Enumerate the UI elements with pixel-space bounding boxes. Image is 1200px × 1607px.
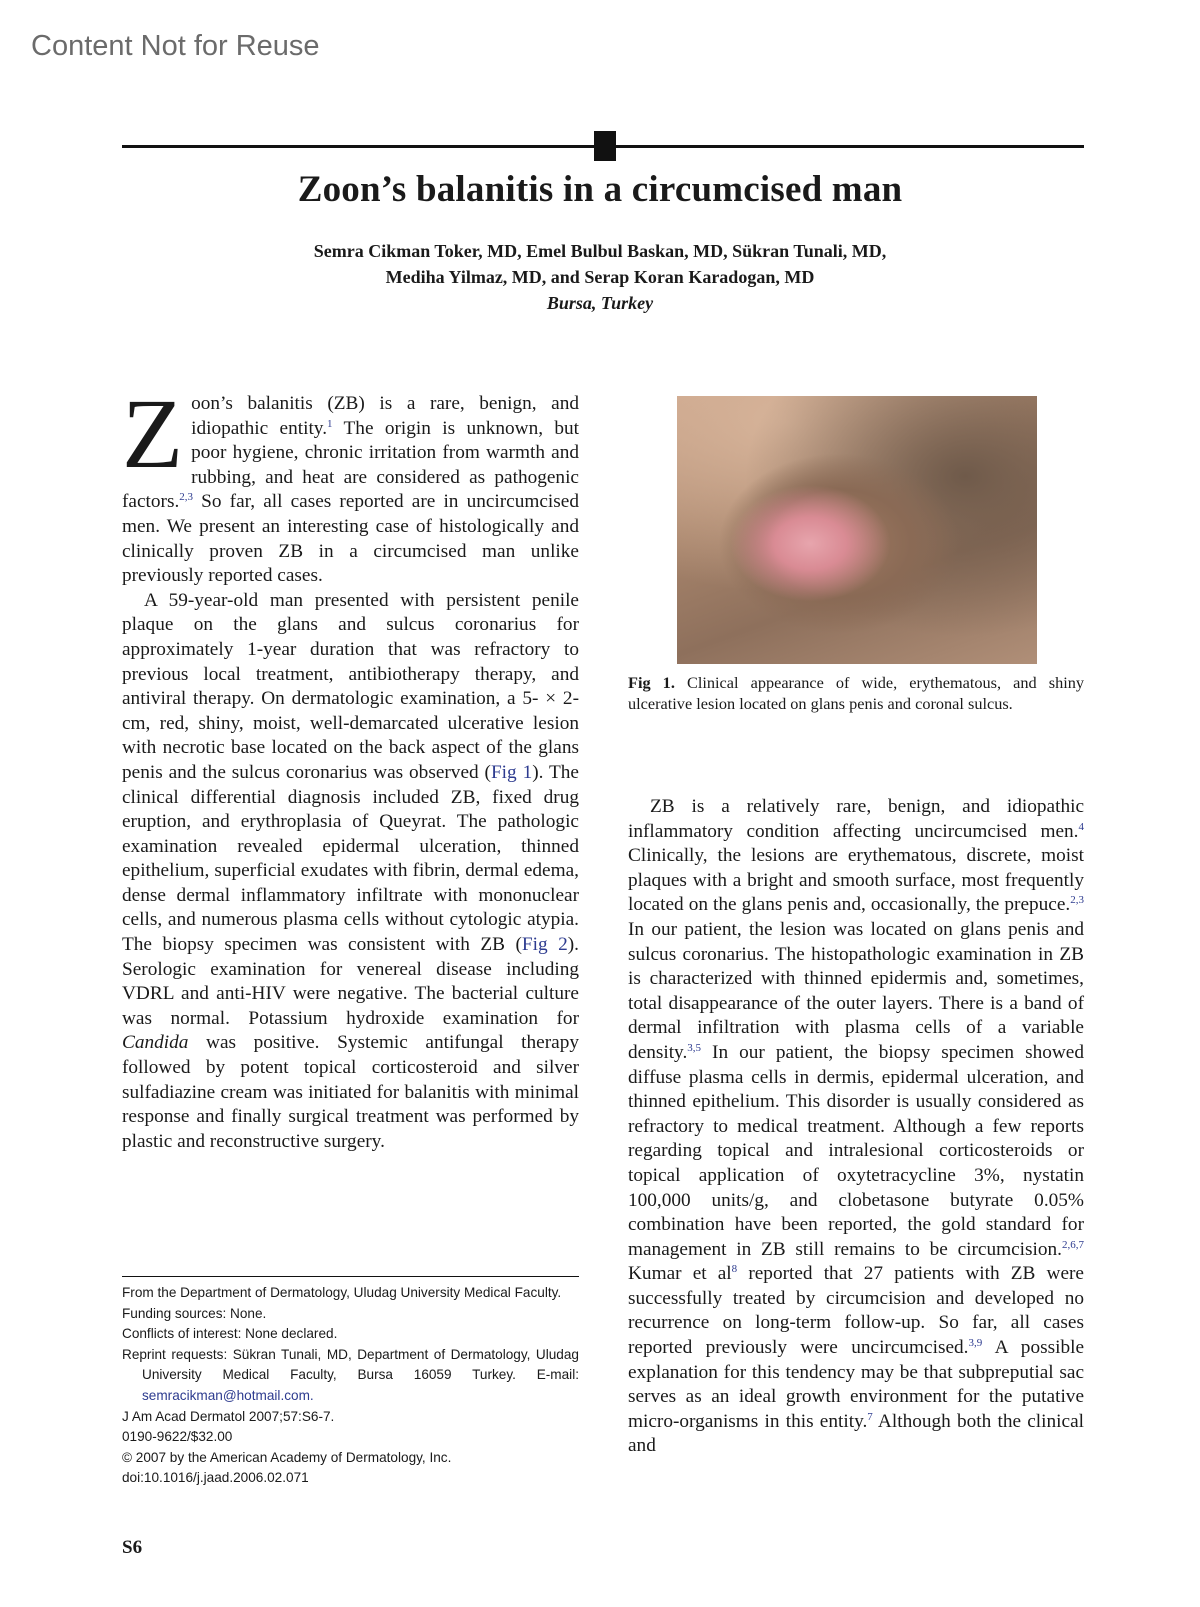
text-run: was positive. Systemic antifungal therapy followed by potent topical corticosteroid and silver sulfadiazine cream was initiated for balanitis with minimal response and finally surgical treatment was performed by plastic and reconstructive surgery.	[122, 1032, 579, 1152]
drop-cap: Z	[122, 378, 184, 489]
footnote-doi[interactable]: doi:10.1016/j.jaad.2006.02.071	[122, 1470, 309, 1486]
text-run: In our patient, the biopsy specimen showed diffuse plasma cells in dermis, epidermal ulceration, and thinned epithelium. This disorder is usually considered as refractory to medical treatment. Although a few reports regarding topical and intralesional corticosteroids or topical application of oxytetracycline 3%, nystatin 100,000 units/g, and clobetasone butyrate 0.05% combination have been reported, the gold standard for management in ZB still remains to be circumcision.	[628, 1041, 1084, 1260]
citation-ref[interactable]: 2,6,7	[1062, 1238, 1084, 1251]
footnote-rule	[122, 1276, 579, 1277]
footnote-conflicts: Conflicts of interest: None declared.	[122, 1326, 338, 1342]
left-column	[122, 378, 580, 1154]
text-run: So far, all cases reported are in uncircumcised men. We present an interesting case of histologically and clinically proven ZB in a circumcised man unlike previously reported cases.	[122, 491, 579, 587]
article-title: Zoon’s balanitis in a circumcised man	[297, 169, 903, 210]
authors-line-1: Semra Cikman Toker, MD, Emel Bulbul Baskan, MD, Sükran Tunali, MD,	[313, 241, 887, 261]
text-run: ). The clinical differential diagnosis included ZB, fixed drug eruption, and erythroplasia of Queyrat. The pathologic examination revealed epidermal ulceration, thinned epithelium, superficial exudates with fibrin, dermal edema, dense dermal inflammatory infiltrate with mononuclear cells, and numerous plasma cells without cytologic atypia. The biopsy specimen was consistent with ZB (	[122, 761, 579, 956]
text-run: ). Serologic examination for venereal disease including VDRL and anti-HIV were negative. The bacterial culture was normal. Potassium hydroxide examination for	[122, 934, 579, 1029]
paragraph-case	[122, 589, 579, 1155]
text-run: Reprint requests: Sükran Tunali, MD, Department of Dermatology, Uludag University Medical Faculty, Bursa 16059 Turkey. E-mail:	[122, 1346, 579, 1383]
figure-caption	[628, 672, 1084, 714]
footnote-citation: J Am Acad Dermatol 2007;57:S6-7.	[122, 1408, 335, 1424]
citation-ref[interactable]: 1	[327, 417, 333, 430]
text-run: Clinically, the lesions are erythematous, discrete, moist plaques with a bright and smooth surface, most frequently located on the glans penis and, occasionally, the prepuce.	[628, 845, 1084, 916]
text-run: A possible explanation for this tendency may be that subpreputial sac serves as an ideal growth environment for the putative micro-organisms in this entity.	[628, 1337, 1085, 1432]
citation-ref[interactable]: 3,5	[687, 1041, 702, 1054]
figure-link-2[interactable]: Fig 2	[521, 934, 568, 956]
citation-ref[interactable]: 8	[731, 1263, 738, 1276]
citation-ref[interactable]: 2,3	[179, 491, 194, 504]
figure-link-1[interactable]: Fig 1	[490, 761, 533, 783]
clinical-photo	[677, 396, 1037, 664]
text-run: reported that 27 patients with ZB were successfully treated by circumcision and developed no recurrence on long-term follow-up. So far, all cases reported previously were uncircumcised.	[628, 1263, 1084, 1359]
footnote-funding: Funding sources: None.	[122, 1305, 267, 1321]
watermark: Content Not for Reuse	[31, 30, 320, 62]
page-number: S6	[122, 1537, 143, 1558]
text-run: The origin is unknown, but poor hygiene, chronic irritation from warmth and rubbing, and heat are considered as pathogenic factors.	[122, 417, 580, 513]
right-column	[628, 795, 1084, 1459]
text-run: Although both the clinical and	[628, 1410, 1084, 1457]
figure-caption-text: Clinical appearance of wide, erythematous, and shiny ulcerative lesion located on glans penis and coronal sulcus.	[628, 673, 1085, 713]
paragraph-intro	[122, 378, 580, 589]
text-run: oon’s balanitis (ZB) is a rare, benign, and idiopathic entity.	[191, 393, 579, 439]
paragraph-discussion	[628, 795, 1084, 1459]
figure-label: Fig 1.	[628, 673, 675, 692]
citation-ref[interactable]: 7	[867, 1410, 873, 1423]
organism-name: Candida	[122, 1032, 189, 1054]
footnotes	[122, 1283, 579, 1489]
footnote-issn: 0190-9622/$32.00	[122, 1429, 233, 1445]
footnote-reprint	[122, 1345, 579, 1407]
text-run: In our patient, the lesion was located on glans penis and sulcus coronarius. The histopathologic examination in ZB is characterized with thinned epidermis and, sometimes, total disappearance of the outer layers. There is a band of dermal infiltration with plasma cells of a variable density.	[628, 918, 1084, 1063]
text-run: Kumar et al	[628, 1263, 732, 1285]
citation-ref[interactable]: 4	[1078, 820, 1084, 833]
email-link[interactable]: semracikman@hotmail.com.	[142, 1387, 314, 1403]
citation-ref[interactable]: 3,9	[968, 1337, 983, 1350]
authors-line-2: Mediha Yilmaz, MD, and Serap Koran Karadogan, MD	[385, 267, 815, 287]
footnote-department: From the Department of Dermatology, Uludag University Medical Faculty.	[122, 1285, 562, 1300]
text-run: A 59-year-old man presented with persistent penile plaque on the glans and sulcus coronarius for approximately 1-year duration that was refractory to previous local treatment, antibiotherapy therapy, and antiviral therapy. On dermatologic examination, a 5- × 2-cm, red, shiny, moist, well-demarcated ulcerative lesion with necrotic base located on the back aspect of the glans penis and the sulcus coronarius was observed (	[122, 589, 579, 783]
text-run: ZB is a relatively rare, benign, and idiopathic inflammatory condition affecting uncircumcised men.	[628, 796, 1084, 842]
footnote-copyright: © 2007 by the American Academy of Dermatology, Inc.	[122, 1449, 452, 1465]
author-block	[0, 238, 1200, 316]
author-location: Bursa, Turkey	[546, 293, 654, 313]
citation-ref[interactable]: 2,3	[1070, 894, 1084, 907]
header-rule-marker	[594, 131, 616, 161]
